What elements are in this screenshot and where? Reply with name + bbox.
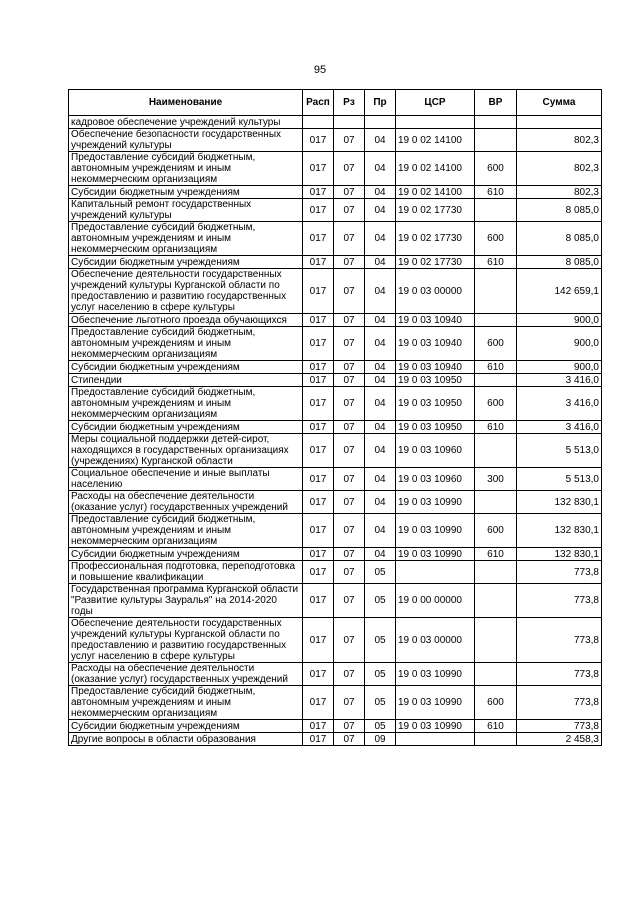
cell-sum: 3 416,0	[517, 387, 602, 421]
table-row	[69, 548, 602, 561]
cell-csr: 19 0 02 14100	[396, 152, 475, 186]
cell-rasp: 017	[303, 186, 334, 199]
table-row	[69, 199, 602, 222]
cell-vr	[475, 561, 517, 584]
table-row	[69, 327, 602, 361]
cell-pr: 05	[365, 686, 396, 720]
cell-csr: 19 0 03 10950	[396, 421, 475, 434]
cell-pr: 04	[365, 514, 396, 548]
table-row	[69, 584, 602, 618]
cell-rasp: 017	[303, 129, 334, 152]
cell-rz: 07	[334, 663, 365, 686]
cell-sum: 5 513,0	[517, 468, 602, 491]
cell-sum: 900,0	[517, 314, 602, 327]
cell-rasp: 017	[303, 663, 334, 686]
cell-pr: 04	[365, 256, 396, 269]
cell-rz: 07	[334, 361, 365, 374]
cell-rz: 07	[334, 548, 365, 561]
cell-csr: 19 0 03 00000	[396, 269, 475, 314]
cell-csr: 19 0 03 10990	[396, 686, 475, 720]
table-row	[69, 421, 602, 434]
table-row	[69, 733, 602, 746]
cell-name: Субсидии бюджетным учреждениям	[69, 720, 303, 733]
cell-csr: 19 0 03 10950	[396, 374, 475, 387]
cell-pr: 04	[365, 491, 396, 514]
header-csr: ЦСР	[396, 90, 475, 116]
cell-pr: 04	[365, 361, 396, 374]
cell-name: Обеспечение безопасности государственных учреждений культуры	[69, 129, 303, 152]
cell-vr	[475, 584, 517, 618]
cell-sum: 802,3	[517, 152, 602, 186]
cell-vr	[475, 663, 517, 686]
cell-vr	[475, 129, 517, 152]
cell-sum: 8 085,0	[517, 222, 602, 256]
cell-rz: 07	[334, 374, 365, 387]
cell-rz: 07	[334, 186, 365, 199]
cell-rasp: 017	[303, 327, 334, 361]
cell-pr	[365, 116, 396, 129]
cell-vr	[475, 491, 517, 514]
cell-vr: 600	[475, 152, 517, 186]
cell-vr	[475, 314, 517, 327]
cell-name: Предоставление субсидий бюджетным, автономным учреждениям и иным некоммерческим организациям	[69, 327, 303, 361]
cell-name: Субсидии бюджетным учреждениям	[69, 548, 303, 561]
cell-name: Субсидии бюджетным учреждениям	[69, 421, 303, 434]
table-row	[69, 222, 602, 256]
cell-rasp: 017	[303, 720, 334, 733]
table-row	[69, 720, 602, 733]
cell-csr: 19 0 02 17730	[396, 199, 475, 222]
cell-vr: 600	[475, 327, 517, 361]
cell-name: Меры социальной поддержки детей-сирот, находящихся в государственных организациях (учреждениях) Курганской области	[69, 434, 303, 468]
cell-rasp: 017	[303, 421, 334, 434]
table-row	[69, 663, 602, 686]
cell-csr: 19 0 03 10940	[396, 314, 475, 327]
cell-csr: 19 0 03 10990	[396, 491, 475, 514]
table-row	[69, 152, 602, 186]
table-row	[69, 514, 602, 548]
cell-vr	[475, 733, 517, 746]
cell-rasp: 017	[303, 434, 334, 468]
cell-csr: 19 0 02 14100	[396, 186, 475, 199]
cell-name: Субсидии бюджетным учреждениям	[69, 256, 303, 269]
cell-csr: 19 0 03 10940	[396, 361, 475, 374]
cell-sum: 3 416,0	[517, 374, 602, 387]
cell-name: Капитальный ремонт государственных учреждений культуры	[69, 199, 303, 222]
cell-vr	[475, 434, 517, 468]
cell-rasp: 017	[303, 152, 334, 186]
cell-pr: 04	[365, 314, 396, 327]
cell-name: Расходы на обеспечение деятельности (оказание услуг) государственных учреждений	[69, 491, 303, 514]
cell-rz: 07	[334, 199, 365, 222]
cell-pr: 04	[365, 421, 396, 434]
cell-rasp: 017	[303, 269, 334, 314]
cell-vr: 610	[475, 548, 517, 561]
budget-table	[68, 89, 602, 746]
cell-sum: 773,8	[517, 561, 602, 584]
cell-pr: 04	[365, 548, 396, 561]
cell-rasp: 017	[303, 548, 334, 561]
cell-vr	[475, 618, 517, 663]
cell-rz: 07	[334, 686, 365, 720]
table-row	[69, 116, 602, 129]
header-sum: Сумма	[517, 90, 602, 116]
table-row	[69, 314, 602, 327]
cell-vr: 610	[475, 720, 517, 733]
cell-rz: 07	[334, 468, 365, 491]
cell-sum: 132 830,1	[517, 491, 602, 514]
cell-pr: 04	[365, 374, 396, 387]
cell-rz: 07	[334, 514, 365, 548]
cell-rz: 07	[334, 561, 365, 584]
cell-rasp: 017	[303, 618, 334, 663]
cell-pr: 05	[365, 584, 396, 618]
table-row	[69, 434, 602, 468]
cell-rz: 07	[334, 222, 365, 256]
cell-rasp: 017	[303, 514, 334, 548]
cell-sum: 3 416,0	[517, 421, 602, 434]
cell-rz: 07	[334, 491, 365, 514]
cell-vr	[475, 199, 517, 222]
cell-name: Обеспечение деятельности государственных учреждений культуры Курганской области по предоставлению и развитию государственных услуг населению в сфере культуры	[69, 269, 303, 314]
table-body	[69, 116, 602, 746]
cell-name: Профессиональная подготовка, переподготовка и повышение квалификации	[69, 561, 303, 584]
header-pr: Пр	[365, 90, 396, 116]
cell-rz: 07	[334, 733, 365, 746]
cell-csr: 19 0 03 10990	[396, 663, 475, 686]
cell-vr	[475, 269, 517, 314]
cell-rz: 07	[334, 584, 365, 618]
cell-name: Обеспечение деятельности государственных учреждений культуры Курганской области по предоставлению и развитию государственных услуг населению в сфере культуры	[69, 618, 303, 663]
cell-sum: 2 458,3	[517, 733, 602, 746]
cell-pr: 05	[365, 663, 396, 686]
cell-pr: 04	[365, 269, 396, 314]
cell-csr	[396, 733, 475, 746]
cell-name: Расходы на обеспечение деятельности (оказание услуг) государственных учреждений	[69, 663, 303, 686]
cell-csr	[396, 561, 475, 584]
cell-rasp: 017	[303, 199, 334, 222]
cell-csr: 19 0 03 10960	[396, 468, 475, 491]
cell-rz: 07	[334, 256, 365, 269]
cell-rasp: 017	[303, 387, 334, 421]
cell-name: Предоставление субсидий бюджетным, автономным учреждениям и иным некоммерческим организациям	[69, 222, 303, 256]
cell-name: Государственная программа Курганской области "Развитие культуры Зауралья" на 2014-2020 годы	[69, 584, 303, 618]
cell-csr: 19 0 03 10990	[396, 514, 475, 548]
cell-name: Субсидии бюджетным учреждениям	[69, 361, 303, 374]
cell-pr: 05	[365, 618, 396, 663]
cell-name: Субсидии бюджетным учреждениям	[69, 186, 303, 199]
cell-sum: 5 513,0	[517, 434, 602, 468]
table-row	[69, 686, 602, 720]
cell-pr: 04	[365, 468, 396, 491]
cell-vr: 600	[475, 514, 517, 548]
cell-rz: 07	[334, 314, 365, 327]
table-row	[69, 618, 602, 663]
cell-sum: 142 659,1	[517, 269, 602, 314]
cell-rasp	[303, 116, 334, 129]
cell-vr	[475, 116, 517, 129]
cell-rasp: 017	[303, 686, 334, 720]
cell-rasp: 017	[303, 256, 334, 269]
cell-csr: 19 0 03 10990	[396, 720, 475, 733]
cell-rz: 07	[334, 434, 365, 468]
table-row	[69, 387, 602, 421]
cell-rz: 07	[334, 327, 365, 361]
header-name: Наименование	[69, 90, 303, 116]
cell-rz: 07	[334, 618, 365, 663]
cell-csr: 19 0 00 00000	[396, 584, 475, 618]
cell-sum: 132 830,1	[517, 548, 602, 561]
cell-sum: 773,8	[517, 686, 602, 720]
cell-rasp: 017	[303, 314, 334, 327]
cell-name: Предоставление субсидий бюджетным, автономным учреждениям и иным некоммерческим организациям	[69, 152, 303, 186]
table-row	[69, 561, 602, 584]
cell-rasp: 017	[303, 584, 334, 618]
cell-vr: 610	[475, 186, 517, 199]
cell-name: кадровое обеспечение учреждений культуры	[69, 116, 303, 129]
cell-vr: 610	[475, 361, 517, 374]
header-row	[69, 90, 602, 116]
cell-sum: 900,0	[517, 327, 602, 361]
cell-pr: 04	[365, 387, 396, 421]
cell-name: Обеспечение льготного проезда обучающихся	[69, 314, 303, 327]
cell-rasp: 017	[303, 491, 334, 514]
cell-rasp: 017	[303, 733, 334, 746]
cell-pr: 04	[365, 222, 396, 256]
cell-csr: 19 0 03 10960	[396, 434, 475, 468]
cell-vr: 300	[475, 468, 517, 491]
cell-rz: 07	[334, 387, 365, 421]
cell-rz: 07	[334, 720, 365, 733]
cell-csr: 19 0 03 00000	[396, 618, 475, 663]
cell-csr: 19 0 02 17730	[396, 256, 475, 269]
cell-sum: 8 085,0	[517, 256, 602, 269]
cell-pr: 04	[365, 434, 396, 468]
cell-name: Предоставление субсидий бюджетным, автономным учреждениям и иным некоммерческим организациям	[69, 686, 303, 720]
table-row	[69, 129, 602, 152]
cell-csr: 19 0 02 17730	[396, 222, 475, 256]
cell-sum: 802,3	[517, 186, 602, 199]
cell-sum: 773,8	[517, 584, 602, 618]
cell-pr: 04	[365, 129, 396, 152]
cell-rz: 07	[334, 152, 365, 186]
cell-pr: 04	[365, 327, 396, 361]
header-rasp: Расп	[303, 90, 334, 116]
cell-pr: 09	[365, 733, 396, 746]
cell-vr: 600	[475, 222, 517, 256]
cell-pr: 04	[365, 186, 396, 199]
cell-rz: 07	[334, 421, 365, 434]
cell-vr: 610	[475, 256, 517, 269]
cell-sum: 802,3	[517, 129, 602, 152]
table-row	[69, 491, 602, 514]
cell-sum: 773,8	[517, 618, 602, 663]
page-number: 95	[313, 64, 327, 76]
cell-rz: 07	[334, 129, 365, 152]
header-vr: ВР	[475, 90, 517, 116]
cell-rz: 07	[334, 269, 365, 314]
cell-name: Стипендии	[69, 374, 303, 387]
cell-sum: 132 830,1	[517, 514, 602, 548]
cell-csr: 19 0 03 10940	[396, 327, 475, 361]
cell-sum: 773,8	[517, 720, 602, 733]
cell-rasp: 017	[303, 222, 334, 256]
cell-vr	[475, 374, 517, 387]
table-row	[69, 468, 602, 491]
cell-rasp: 017	[303, 361, 334, 374]
cell-name: Другие вопросы в области образования	[69, 733, 303, 746]
cell-sum	[517, 116, 602, 129]
cell-csr: 19 0 03 10990	[396, 548, 475, 561]
cell-vr: 610	[475, 421, 517, 434]
header-rz: Рз	[334, 90, 365, 116]
cell-name: Предоставление субсидий бюджетным, автономным учреждениям и иным некоммерческим организациям	[69, 387, 303, 421]
cell-csr: 19 0 03 10950	[396, 387, 475, 421]
cell-sum: 8 085,0	[517, 199, 602, 222]
cell-rasp: 017	[303, 374, 334, 387]
cell-vr: 600	[475, 686, 517, 720]
cell-sum: 773,8	[517, 663, 602, 686]
cell-pr: 04	[365, 152, 396, 186]
cell-pr: 04	[365, 199, 396, 222]
cell-sum: 900,0	[517, 361, 602, 374]
cell-rasp: 017	[303, 468, 334, 491]
cell-vr: 600	[475, 387, 517, 421]
cell-rz	[334, 116, 365, 129]
cell-pr: 05	[365, 720, 396, 733]
cell-name: Социальное обеспечение и иные выплаты населению	[69, 468, 303, 491]
cell-pr: 05	[365, 561, 396, 584]
cell-csr: 19 0 02 14100	[396, 129, 475, 152]
table-row	[69, 256, 602, 269]
table-row	[69, 269, 602, 314]
cell-csr	[396, 116, 475, 129]
table-row	[69, 374, 602, 387]
table-row	[69, 186, 602, 199]
cell-name: Предоставление субсидий бюджетным, автономным учреждениям и иным некоммерческим организациям	[69, 514, 303, 548]
table-row	[69, 361, 602, 374]
cell-rasp: 017	[303, 561, 334, 584]
